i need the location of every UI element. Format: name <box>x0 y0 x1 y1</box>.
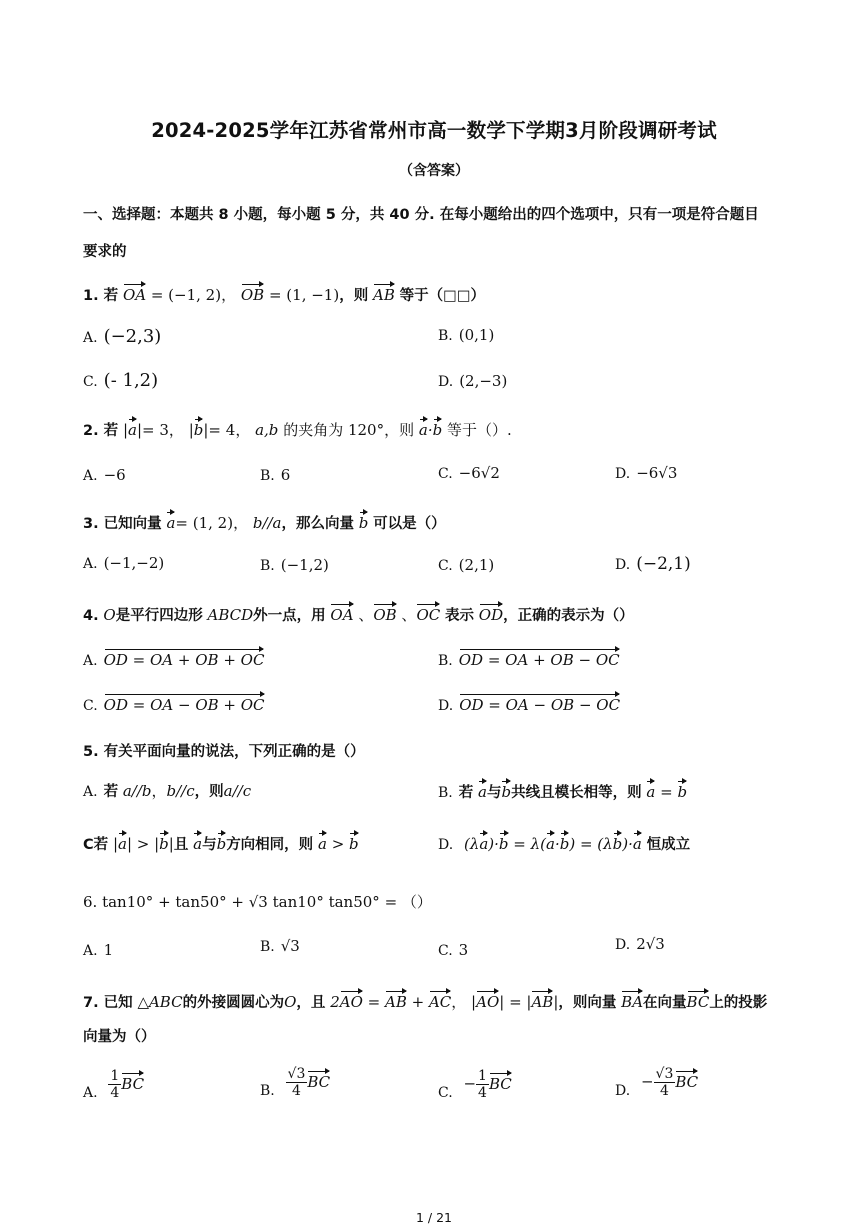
question-5: 5. 有关平面向量的说法，下列正确的是（） <box>83 744 365 760</box>
q7-option-a[interactable]: A. $\frac{1}{4}$ BC <box>83 1068 145 1102</box>
q1-option-b[interactable]: B. (0,1) <box>438 326 495 344</box>
q2-option-c[interactable]: C. −6√2 <box>438 464 500 482</box>
q6-option-b[interactable]: B. √3 <box>260 937 300 955</box>
q4-option-b[interactable]: B. OD = OA + OB − OC <box>438 648 620 669</box>
question-2: 2. 若 |a|= 3， |b|= 4， a,b 的夹角为 120°，则 a·b 等于（）. <box>83 418 512 440</box>
question-1: 1. 若 OA = (−1, 2)， OB = (1, −1)，则 AB 等于（□□） <box>83 283 485 305</box>
question-6: 6. tan10° + tan50° + √3 tan10° tan50° = （） <box>83 893 432 911</box>
q7-option-b[interactable]: B. $\frac{√3}{4}$ BC <box>260 1066 331 1100</box>
q6-option-c[interactable]: C. 3 <box>438 941 469 959</box>
q5-option-d[interactable]: D. (λa)·b = λ(a·b) = (λb)·a 恒成立 <box>438 832 690 854</box>
q2-option-b[interactable]: B. 6 <box>260 466 291 484</box>
q2-option-d[interactable]: D. −6√3 <box>615 464 678 482</box>
question-4: 4. O是平行四边形 ABCD外一点，用 OA 、OB 、OC 表示 OD，正确的表示为（） <box>83 603 634 625</box>
page-number: 1 / 21 <box>415 1210 453 1225</box>
q6-option-d[interactable]: D. 2√3 <box>615 935 665 953</box>
section-heading-line2: 要求的 <box>83 244 127 260</box>
q1-option-c[interactable]: C. (- 1,2) <box>83 370 159 391</box>
q4-option-a[interactable]: A. OD = OA + OB + OC <box>83 648 264 669</box>
q7-option-d[interactable]: D. − $\frac{√3}{4}$ BC <box>615 1066 699 1100</box>
q6-option-a[interactable]: A. 1 <box>83 941 114 959</box>
q2-option-a[interactable]: A. −6 <box>83 466 126 484</box>
q1-option-a[interactable]: A. (−2,3) <box>83 326 162 347</box>
q7-option-c[interactable]: C. − $\frac{1}{4}$ BC <box>438 1068 512 1102</box>
q5-option-b[interactable]: B. 若 a与b共线且模长相等，则 a = b <box>438 780 687 802</box>
page-subtitle: （含答案） <box>399 163 469 179</box>
question-7-line1: 7. 已知 △ABC的外接圆圆心为O，且 2AO = AB + AC， |AO| = |AB|，则向量 BA在向量BC上的投影 <box>83 990 767 1012</box>
q4-option-d[interactable]: D. OD = OA − OB − OC <box>438 693 620 714</box>
q3-option-b[interactable]: B. (−1,2) <box>260 556 329 574</box>
q3-option-a[interactable]: A. (−1,−2) <box>83 554 165 572</box>
section-heading-line1: 一、选择题：本题共 8 小题，每小题 5 分，共 40 分. 在每小题给出的四个选项中，只有一项是符合题目 <box>83 207 759 223</box>
q3-option-d[interactable]: D. (−2,1) <box>615 554 691 574</box>
q5-option-a[interactable]: A. 若 a//b，b//c，则a//c <box>83 782 252 800</box>
question-3: 3. 已知向量 a= (1, 2)， b//a，那么向量 b 可以是（） <box>83 511 446 533</box>
q4-option-c[interactable]: C. OD = OA − OB + OC <box>83 693 265 714</box>
q5-option-c[interactable]: C若 |a| > |b|且 a与b方向相同，则 a > b <box>83 832 359 854</box>
q1-option-d[interactable]: D. (2,−3) <box>438 372 508 390</box>
q3-option-c[interactable]: C. (2,1) <box>438 556 495 574</box>
page-title: 2024-2025学年江苏省常州市高一数学下学期3月阶段调研考试 <box>151 119 717 142</box>
question-7-line2: 向量为（） <box>83 1029 156 1045</box>
